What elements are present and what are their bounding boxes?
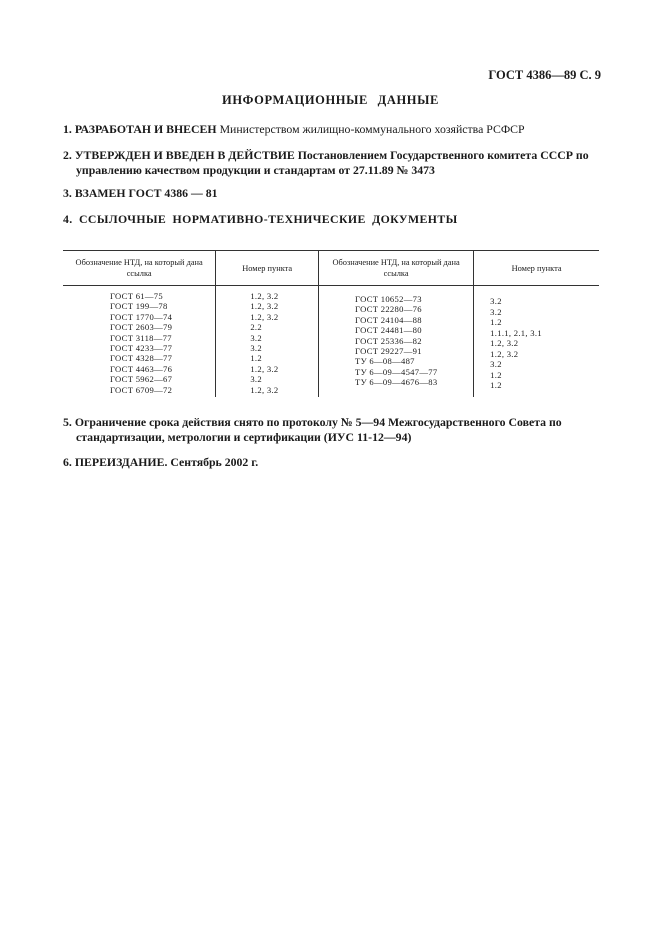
clause-number: 1.2 — [250, 353, 262, 364]
ntd-designation: ГОСТ 25336—82 — [355, 335, 422, 346]
clause-number: 1.2, 3.2 — [490, 338, 519, 348]
section-2 — [63, 148, 616, 178]
section-number: 5. — [63, 415, 72, 429]
ntd-designation: ГОСТ 199—78 — [110, 301, 168, 312]
header-clause-number: Номер пункта — [474, 251, 599, 286]
ntd-designation: ГОСТ 24104—88 — [355, 314, 422, 325]
section-number: 3. — [63, 186, 72, 200]
header-ntd-designation: Обозначение НТД, на который дана ссылка — [63, 251, 216, 286]
ntd-designation: ТУ 6—09—4676—83 — [355, 377, 438, 388]
ntd-designation: ГОСТ 5962—67 — [110, 374, 173, 385]
clause-number: 3.2 — [250, 374, 262, 385]
ntd-designation: ТУ 6—08—487 — [355, 356, 415, 367]
ntd-designation: ТУ 6—09—4547—77 — [355, 366, 438, 377]
section-6 — [63, 455, 603, 470]
clause-number: 1.2, 3.2 — [250, 384, 279, 395]
section-3 — [63, 186, 603, 201]
right-clause-column — [474, 286, 599, 398]
ntd-designation: ГОСТ 3118—77 — [110, 332, 172, 343]
table-body-row — [63, 286, 599, 398]
ntd-designation: ГОСТ 1770—74 — [110, 311, 173, 322]
clause-number: 2.2 — [250, 322, 262, 333]
clause-number: 1.2, 3.2 — [250, 363, 279, 374]
ntd-designation: ГОСТ 2603—79 — [110, 322, 173, 333]
ntd-designation: ГОСТ 61—75 — [110, 291, 163, 301]
ntd-designation: ГОСТ 10652—73 — [355, 294, 422, 304]
clause-number: 3.2 — [490, 296, 502, 306]
ntd-designation: ГОСТ 29227—91 — [355, 346, 422, 357]
clause-number: 1.1.1, 2.1, 3.1 — [490, 327, 542, 338]
left-doc-column — [63, 286, 216, 398]
clause-number: 1.2, 3.2 — [490, 348, 519, 359]
section-heading: РАЗРАБОТАН И ВНЕСЕН — [74, 122, 217, 136]
clause-number: 1.2, 3.2 — [250, 311, 279, 322]
document-title: ИНФОРМАЦИОННЫЕ ДАННЫЕ — [222, 93, 439, 107]
section-text: Министерством жилищно-коммунального хозяйства РСФСР — [219, 122, 525, 136]
section-5 — [63, 415, 616, 445]
section-number: 4. — [63, 212, 73, 226]
reference-documents-table — [63, 250, 599, 397]
header-clause-number: Номер пункта — [216, 251, 319, 286]
clause-number: 1.2, 3.2 — [250, 291, 279, 301]
header-ntd-designation: Обозначение НТД, на который дана ссылка — [319, 251, 474, 286]
clause-number: 1.2 — [490, 380, 502, 390]
section-text: Постановлением Государственного комитета СССР по управлению качеством продукции и стандартам от 27.11.89 № 3473 — [76, 148, 589, 177]
section-number: 1. — [63, 122, 72, 136]
clause-number: 3.2 — [490, 306, 502, 317]
ntd-designation: ГОСТ 4463—76 — [110, 363, 173, 374]
ntd-designation: ГОСТ 6709—72 — [110, 384, 173, 395]
section-number: 6. — [63, 455, 72, 469]
section-heading: УТВЕРЖДЕН И ВВЕДЕН В ДЕЙСТВИЕ — [74, 148, 295, 162]
section-text: Ограничение срока действия снято по протоколу № 5—94 Межгосударственного Совета по стандартизации, метрологии и сертификации (ИУС 11-12—94) — [74, 415, 562, 444]
ntd-designation: ГОСТ 4233—77 — [110, 343, 173, 354]
section-number: 2. — [63, 148, 72, 162]
ntd-designation: ГОСТ 4328—77 — [110, 353, 173, 364]
section-heading: ВЗАМЕН ГОСТ 4386 — 81 — [74, 186, 218, 200]
ntd-designation: ГОСТ 22280—76 — [355, 304, 422, 315]
clause-number: 1.2 — [490, 369, 502, 380]
left-clause-column — [216, 286, 319, 398]
right-doc-column — [319, 286, 474, 398]
ntd-designation: ГОСТ 24481—80 — [355, 325, 422, 336]
page-header: ГОСТ 4386—89 С. 9 — [488, 68, 601, 82]
section-1 — [63, 122, 603, 137]
section-text: ПЕРЕИЗДАНИЕ. Сентябрь 2002 г. — [74, 455, 259, 469]
clause-number: 3.2 — [490, 359, 502, 369]
table-header-row — [63, 251, 599, 286]
clause-number: 3.2 — [250, 332, 262, 343]
clause-number: 1.2, 3.2 — [250, 301, 279, 312]
clause-number: 1.2 — [490, 317, 502, 327]
clause-number: 3.2 — [250, 343, 262, 354]
section-heading: ССЫЛОЧНЫЕ НОРМАТИВНО-ТЕХНИЧЕСКИЕ ДОКУМЕНТЫ — [79, 212, 458, 226]
section-4 — [63, 212, 603, 227]
